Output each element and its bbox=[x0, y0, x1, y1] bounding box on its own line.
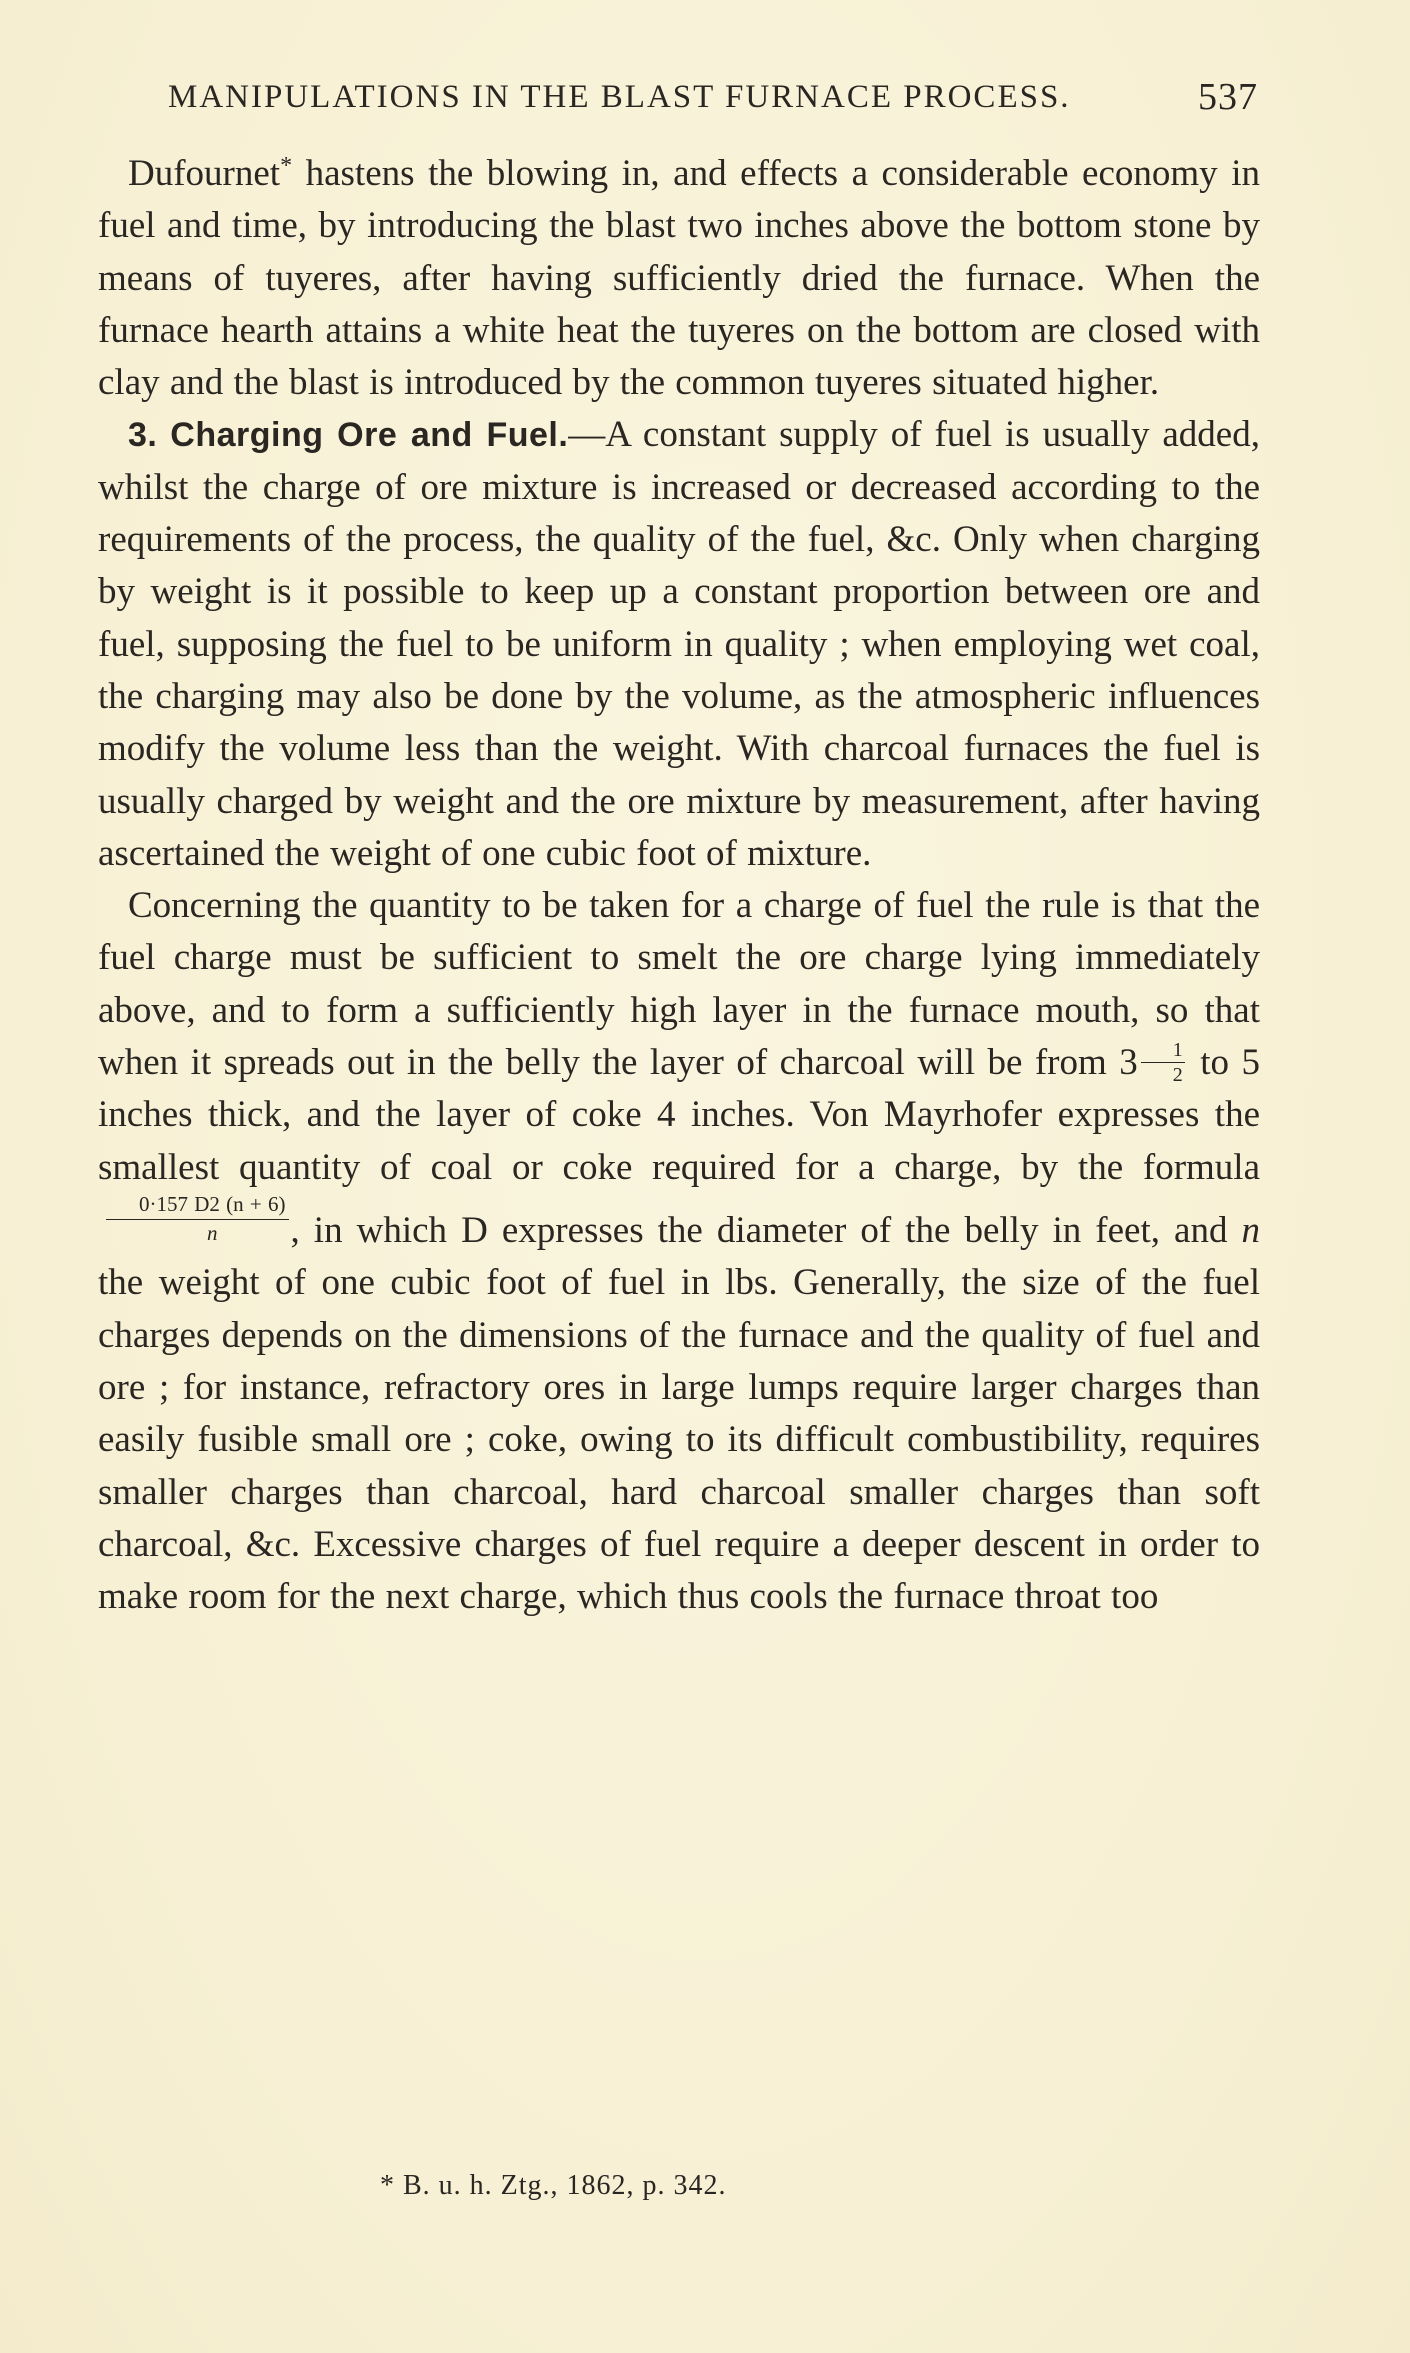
footnote: * B. u. h. Ztg., 1862, p. 342. bbox=[380, 2170, 727, 2201]
paragraph-blowing-in bbox=[98, 148, 1260, 409]
fraction-numerator: 1 bbox=[1141, 1040, 1185, 1063]
running-head-title: MANIPULATIONS IN THE BLAST FURNACE PROCESS. bbox=[168, 79, 1071, 115]
formula-denominator: n bbox=[207, 1220, 218, 1245]
fraction-whole: 3 bbox=[1119, 1042, 1138, 1084]
footnote-reference: * bbox=[280, 153, 293, 179]
mixed-fraction bbox=[1119, 1039, 1188, 1087]
section-number: 3. bbox=[128, 416, 158, 455]
page-number: 537 bbox=[1198, 76, 1258, 118]
section-heading: Charging Ore and Fuel. bbox=[170, 416, 569, 455]
variable-n: n bbox=[1241, 1210, 1260, 1252]
body-text bbox=[98, 148, 1260, 1623]
formula-numerator: 0·157 D2 (n + 6) bbox=[106, 1194, 289, 1220]
paragraph-text: hastens the blowing in, and effects a considerable economy in fuel and time, by introducing the blast two inches above the bottom stone by means of tuyeres, after having sufficiently dried the furnace. When the furnace hearth attains a white heat the tuyeres on the bottom are closed with clay and the blast is introduced by the common tuyeres situated higher. bbox=[98, 153, 1260, 404]
paragraph-text: the weight of one cubic foot of fuel in lbs. Generally, the size of the fuel charges depends on the dimensions of the furnace and the quality of fuel and ore ; for instance, refractory ores in large lumps require larger charges than easily fusible small ore ; coke, owing to its difficult combustibility, requires smaller charges than charcoal, hard charcoal smaller charges than soft charcoal, &c. Excessive charges of fuel require a deeper descent in order to make room for the next charge, which thus cools the furnace throat too bbox=[98, 1262, 1260, 1618]
paragraph-text: Concerning the quantity to be taken for a charge of fuel the rule is that the fuel charge must be sufficient to smelt the ore charge lying immediately above, and to form a sufficiently high layer in the furnace mouth, so that when it spreads out in the belly the layer of charcoal will be from bbox=[98, 885, 1260, 1084]
paragraph-text: , in which D expresses the diameter of the belly in feet, and bbox=[290, 1210, 1242, 1252]
author-name: Dufournet bbox=[128, 153, 281, 194]
paragraph-text: to 5 inches thick, and the layer of coke 4 inches. Von Mayrhofer expresses the smallest quantity of coal or coke required for a charge, by the formula bbox=[98, 1042, 1261, 1188]
fraction-half bbox=[1141, 1040, 1185, 1085]
paragraph-text: —A constant supply of fuel is usually added, whilst the charge of ore mixture is increased or decreased according to the requirements of the process, the quality of the fuel, &c. Only when charging by weight is it possible to keep up a constant proportion between ore and fuel, supposing the fuel to be uniform in quality ; when employing wet coal, the charging may also be done by the volume, as the atmospheric influences modify the volume less than the weight. With charcoal furnaces the fuel is usually charged by weight and the ore mixture by measurement, after having ascertained the weight of one cubic foot of mixture. bbox=[98, 414, 1260, 874]
mayrhofer-formula bbox=[106, 1191, 289, 1245]
running-head bbox=[168, 72, 1258, 122]
fraction-denominator: 2 bbox=[1172, 1064, 1183, 1087]
paragraph-fuel-quantity bbox=[98, 880, 1260, 1623]
paragraph-charging bbox=[98, 409, 1260, 880]
